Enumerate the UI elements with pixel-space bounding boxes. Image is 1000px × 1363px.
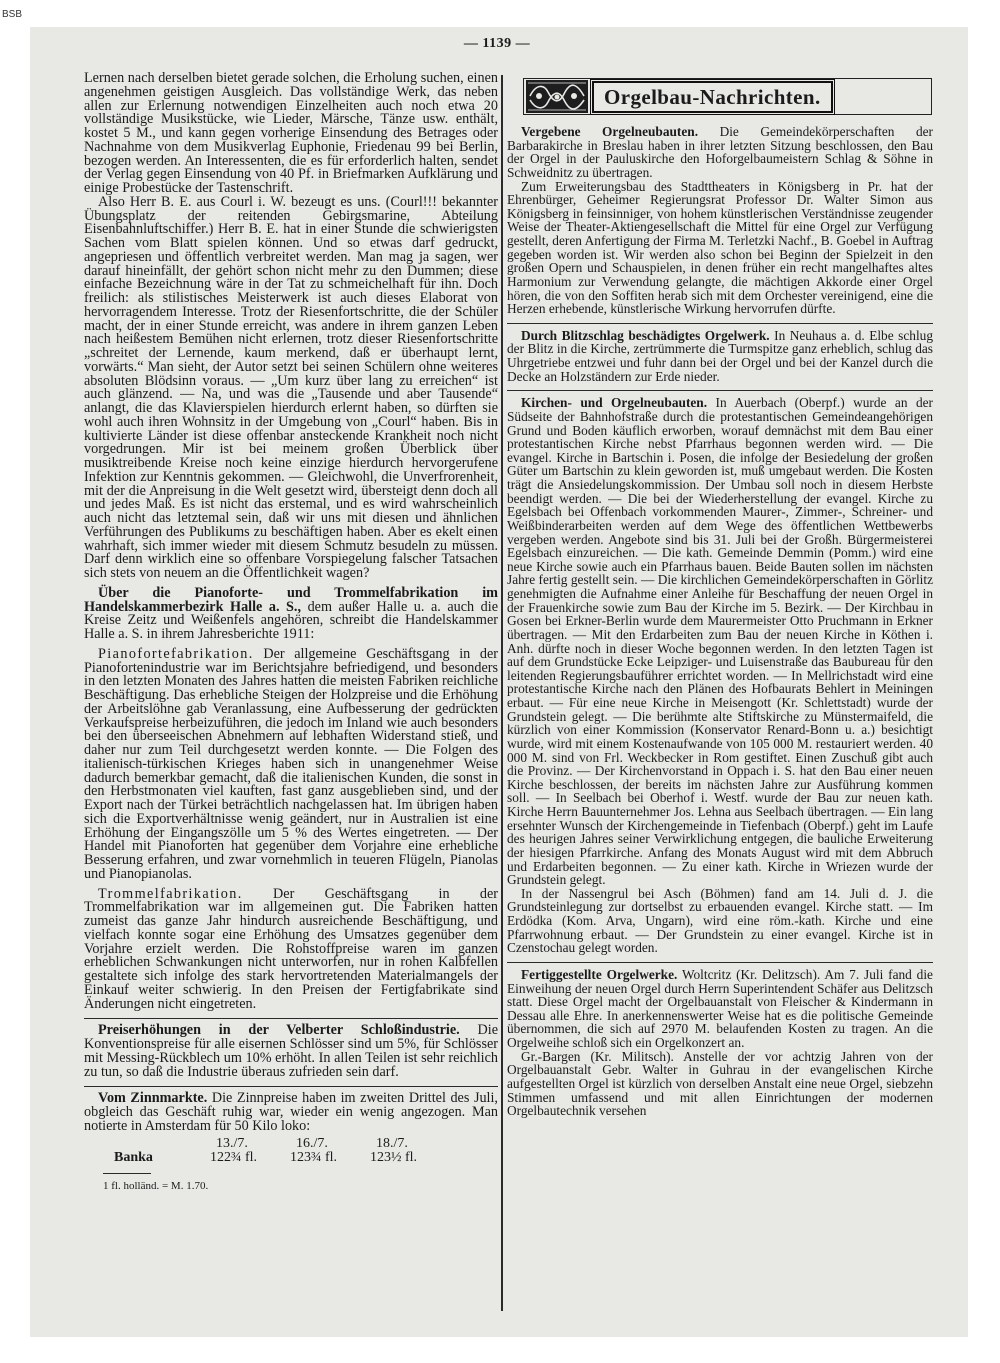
article-text: In Neuhaus a. d. Elbe schlug der Blitz in die Kirche, zertrümmerte die Turmspitze ganz erheblich, schlug das Uhrgetriebe entzwei und fuhr dann bei der Orgel und bei der Kanzel durch die Decke an Holzständern zur Erde nieder. (507, 327, 933, 384)
article-trommelfabrikation (84, 885, 498, 1012)
column-divider (501, 75, 503, 1311)
article-text: Die Zinnpreise haben im zweiten Drittel des Juli, obgleich das Geschäft ruhig war, wieder ein wenig angezogen. Man notierte in Amsterdam für 50 Kilo loko: (84, 1090, 498, 1134)
paragraph-lead: Pianofortefabrikation. (98, 645, 254, 662)
zinn-price-table (84, 1137, 450, 1165)
footnote-rule (103, 1173, 151, 1174)
table-header-cell: 13./7. (216, 1135, 248, 1151)
article-blitzschlag (507, 329, 933, 384)
table-cell: 122¾ fl. (210, 1149, 258, 1165)
table-header-cell: 16./7. (296, 1135, 328, 1151)
article-kirchen-orgelneubauten (507, 396, 933, 887)
article-heading: Preiserhöhungen in der Velberter Schloßindustrie. (98, 1022, 460, 1039)
article-continuation: Lernen nach derselben bietet gerade solchen, die Erholung suchen, einen angenehmen geistigen Ausgleich. Das vollständige Werk, das neben allen zur Erlernung notwendigen Einzelheiten auch noch etwa 20 vollständige Musikstücke, wie Lieder, Märsche, Tänze usw. enthält, kostet 5 M., und kann gegen vorherige Einsendung des Betrages oder Nachnahme von dem Musikverlag Euphonie, Friedenau 99 bei Berlin, bezogen werden. An Interessenten, die es für erforderlich halten, sendet der Verlag gegen Einsendung von 40 Pf. in Briefmarken Aufklärung und einige Probestücke der Tastenschrift. (84, 70, 498, 196)
table-corner-cell (84, 1137, 210, 1151)
article-schlossindustrie (84, 1024, 498, 1079)
article-text: Die Gemeindekörperschaften der Barbarakirche in Breslau haben in ihrer letzten Sitzung beschlossen, den Bau der Orgel in der Pauluskirche den Hoforgelbaumeistern Schlag & Söhne in Schweidnitz zu übertragen. (507, 124, 934, 180)
article-heading: Vom Zinnmarkte. (98, 1090, 208, 1107)
article-vergebene-orgelneubauten (507, 125, 933, 180)
article-heading: Über die Pianoforte- und Trommelfabrikation im Handelskammerbezirk Halle a. S., (84, 584, 498, 615)
article-paragraph-courl: Also Herr B. E. aus Courl i. W. bezeugt es uns. (Courl!!! bekannter Übungsplatz der reitenden Gebirgsmarine, Abteilung Eisenbahnluftschiffer.) Herr B. E. hat in einer Stunde die schwierigsten Sachen vom Blatt spielen können. Und so etwas darf gedruckt, angepriesen und öffentlich verbreitet werden. Man mag ja sagen, wer darauf hineinfällt, der gehört schon nicht mehr zu den Dummen; diese einfache Bezeichnung wäre in der Tat zu schmeichelhaft für ihn. Doch freilich: als stilistisches Meisterwerk ist auch dieses Elaborat von hervorragendem Interesse. Trotz der Riesenfortschritte, die der Schüler macht, der in einer Stunde erreicht, was andere in ihrem ganzen Leben nach heißestem Bemühen nicht erlernen, trotz dieser Riesenfortschritte „schreitet der Lernende, kaum merkend, daß er überhaupt lernt, vorwärts.“ Man sieht, der Autor setzt bei seinen Schülern ohne weiteres absoluten Blödsinn voraus. — „Um kurz über lang zu erreichen“ ist auch glänzend. — Na, und was die „Tausende und aber Tausende“ anlangt, die das Klavierspielen hierdurch erlernt haben, so dürften sie wohl auch ihren Wohnsitz in der Umgebung von „Courl“ haben. Bis in kultivierte Länder ist diese offenbar ansteckende Krankheit noch nicht vorgedrungen. Mir ist bei meinem großen Überblick über musiktreibende Kreise noch keine einzige hierdurch hervorgerufene Infektion zur Kenntnis gekommen. — Gleichwohl, die Unverfrorenheit, mit der die Anpreisung in die Welt gesetzt wird, übersteigt denn doch all und jedes Maß. Es ist nicht das erstemal, und es wird wahrscheinlich auch nicht das letztemal sein, daß wir uns mit diesen und ähnlichen Verführungen des Publikums zu beschäftigen haben. Aber es ekelt einen wahrhaft, sich immer wieder mit diesem Schmutz besudeln zu müssen. Darf denn wirklich eine so offenbare Vorspiegelung falscher Tatsachen sich stets von neuem an die Öffentlichkeit wagen? (84, 193, 498, 581)
table-row (84, 1151, 450, 1165)
article-heading: Vergebene Orgelneubauten. (521, 124, 699, 139)
article-paragraph-nassengrul: In der Nassengrul bei Asch (Böhmen) fand am 14. Juli d. J. die Grundsteinlegung zur dortselbst zu erbauenden evangel. Kirche statt. — Im Erdödka (Kom. Arva, Ungarn), wird eine röm.-kath. Kirche und eine Pfarrwohnung erbaut. — Der Grundstein zu einer evangel. Kirche ist in Czenstochau gelegt worden. (507, 885, 933, 956)
footnote: 1 fl. holländ. = M. 1.70. (103, 1179, 209, 1192)
article-zinnmarkt (84, 1092, 498, 1133)
article-text: Der Geschäftsgang in der Trommelfabrikation war im allgemeinen gut. Die Fabriken hatten zumeist das ganze Jahr hindurch ausreichende Beschäftigung, und vielfach konnte sogar eine Erhöhung des Umsatzes gegenüber dem Vorjahre erzielt werden. Die Rohstoffpreise waren im ganzen erheblichen Schwankungen nicht unterworfen, nur in rohen Kalbfellen gestaltete sich infolge des stark hervortretenden Materialmangels der Einkauf weiter schwierig. In den Preisen der Fertigfabrikate sind Änderungen nicht eingetreten. (84, 885, 498, 1012)
section-header (523, 78, 932, 115)
left-column (84, 72, 498, 1192)
article-text: Die Konventionspreise für alle eisernen Schlösser sind um 5%, für Schlösser mit Messing-Rückblech um 10% erhöht. In allen Teilen ist sehr reichlich zu tun, so daß die Industrie überaus zufrieden sein darf. (84, 1022, 498, 1080)
page-number: — 1139 — (463, 36, 531, 51)
table-header-row (84, 1137, 450, 1151)
article-paragraph-gr-bargen: Gr.-Bargen (Kr. Militsch). Anstelle der vor achtzig Jahren von der Orgelbauanstalt Gebr. Walter in Guhrau in der evangelischen Kirche aufgestellten Orgel ist kürzlich von derselben Anstalt eine neue Orgel, siebzehn Stimmen umfassend und mit allen Einrichtungen der modernen Orgelbautechnik versehen (507, 1048, 933, 1119)
article-fertiggestellte-orgelwerke (507, 968, 933, 1050)
article-text: In Auerbach (Oberpf.) wurde an der Südseite der Bahnhofstraße durch die protestantischen Gemeindeangehörigen Grund und Boden käuflich erworben, worauf demnächst mit dem Bau einer protestantischen Kirche nebst Pfarrhaus begonnen werden wird. — Die evangel. Kirche in Bartschin i. Posen, die infolge der Besiedelung der großen Güter um Bartschin zu klein geworden ist, muß umgebaut werden. Die Kosten trägt die Ansiedelungskommission. Der Umbau soll noch in diesem Herbste beendigt werden. — Die bei der Wiederherstellung der evangel. Kirche zu Egelsbach bei Offenbach vorkommenden Maurer-, Zimmer-, Schreiner- und Weißbinderarbeiten werden auf dem Wege des öffentlichen Wettbewerbs vergeben werden. Angebote sind bis 31. Juli bei der Großh. Bürgermeisterei Egelsbach einzureichen. — Die kath. Gemeinde Demmin (Pomm.) wird eine neue Kirche sowie auch ein Pfarrhaus bauen. Beide Bauten sollen im nächsten Jahre fertig gestellt sein. — Die kirchlichen Gemeindekörperschaften in Görlitz genehmigten die Aufnahme einer Anleihe für Beschaffung der neuen Orgel in der Frauenkirche sowie zum Bau der Kirche im 5. Bezirk. — Der Kirchbau in Gosen bei Erkner-Berlin wurde dem Maurermeister Otto Pruchmann in Erkner übertragen. — Mit den Erdarbeiten zum Bau der neuen Kirche in Köthen i. Anh. dürfte noch in dieser Woche begonnen werden. In den letzten Tagen ist auf dem Grundstücke Ecke Leipziger- und Luisenstraße das Baubureau für den leitenden Regierungsbauführer errichtet worden. — In Mellrichstadt wird eine protestantische Kirche nach den Plänen des Hofbaurats Behlert in Meiningen erbaut. — Für eine neue Kirche in Meisengott (Kr. Schlettstadt) wurde der Grundstein gelegt. — Die berühmte alte Stiftskirche zu Münstermaifeld, die kürzlich von einer Kommission (Konservator Renard-Bonn u. a.) besichtigt wurde, wird mit einem Kostenaufwande von 105 000 M. restauriert werden. 40 000 M. sind von Frl. Weckbecker in Rom gestiftet. Einen Zuschuß gibt auch die Provinz. — Der Kirchenvorstand in Oppach i. S. hat den Bau einer neuen Kirche beschlossen, der bereits im nächsten Jahre zur Ausführung kommen soll. — In Seelbach bei Oberhof i. Westf. wurde der Bau zur neuen kath. Kirche Herrn Bauunternehmer Jos. Lehna aus Seelbach übertragen. — Ein lang ersehnter Wunsch der Kirchengemeinde in Tiefenbach (Oberpf.) geht im Laufe des heurigen Jahres seiner Verwirklichung entgegen, die bauliche Erweiterung der hiesigen Pfarrkirche. Anfang des Monats August wird mit dem Abbruch und Erdarbeiten begonnen. — Zu einer kath. Kirche in Wriezen wurde der Grundstein gelegt. (507, 395, 934, 888)
table-cell: 123¾ fl. (290, 1149, 338, 1165)
table-row-label: Banka (114, 1149, 153, 1165)
ornament-icon (526, 80, 588, 113)
section-rule (507, 390, 933, 391)
section-rule (84, 1086, 498, 1087)
article-text: dem außer Halle u. a. auch die Kreise Zeitz und Weißenfels angehören, schreibt die Handelskammer Halle a. S. in ihrem Jahresberichte 1911: (84, 598, 498, 642)
newspaper-page (30, 27, 968, 1337)
section-rule (507, 323, 933, 324)
article-text: Woltcritz (Kr. Delitzsch). Am 7. Juli fand die Einweihung der neuen Orgel durch Herrn Superintendent Schäfer aus Delitzsch statt. Diese Orgel macht der Orgelbauanstalt von Fleischer & Kindermann in Dessau alle Ehre. In anerkennenswerter Weise hat es die politische Gemeinde übernommen, die sich auf 2970 M. belaufenden Kosten zu tragen. An die Orgelweihe schloß sich ein Orgelkonzert an. (507, 966, 933, 1050)
article-heading: Fertiggestellte Orgelwerke. (521, 966, 678, 982)
section-rule (84, 1018, 498, 1019)
article-paragraph-koenigsberg: Zum Erweiterungsbau des Stadttheaters in Königsberg in Pr. hat der Ehrenbürger, Geheimer Regierungsrat Professor Dr. Walter Simon aus Königsberg in feinsinniger, von hohem künstlerischen Verständnisse zeugender Weise der Theater-Aktiengesellschaft die Mittel für eine Orgel zur Verfügung gestellt, deren Anfertigung der Firma M. Terletzki Nachf., B. Goebel in Auftrag gegeben worden ist. Wir werden also schon bei Beginn der Spielzeit in den großen Opern und Schauspielen, in denen früher ein recht mangelhaftes altes Harmonium zur Verwendung gelangte, die mächtigen Akkorde einer Orgel hören, die von den Soffiten herab sich mit dem Orchester vereinigend, eine die Herzen erhebende, künstlerische Wirkung hervorrufen dürfte. (507, 178, 933, 317)
article-pianoforte-intro (84, 584, 498, 642)
article-heading: Kirchen- und Orgelneubauten. (521, 395, 708, 411)
section-rule (507, 962, 933, 963)
library-stamp: BSB (2, 9, 23, 20)
table-cell: 123½ fl. (370, 1149, 418, 1165)
section-title: Orgelbau-Nachrichten. (592, 81, 833, 113)
article-text: Der allgemeine Geschäftsgang in der Pianofortenindustrie war im Berichtsjahre befriedigend, und besonders in den letzten Monaten des Jahres hatten die meisten Fabriken reichliche Beschäftigung. Das erhebliche Steigen der Holzpreise und die Erhöhung der Arbeitslöhne gab Veranlassung, eine Aufbesserung der gedrückten Verkaufspreise herbeizuführen, die jedoch im Inland wie auch besonders bei den überseeischen Abnehmern auf lebhaften Widerstand stieß, und daher nur zum Teil durchgesetzt werden konnte. — Die Folgen des italienisch-türkischen Krieges haben sich in unangenehmer Weise dadurch bemerkbar gemacht, daß die italienischen Kunden, die sonst in den Herbstmonaten viel kauften, fast ganz ausgeblieben sind, und der Export nach der Türkei beträchtlich nachgelassen hat. Im übrigen haben sich die Exportverhältnisse wenig geändert, nur in Australien ist eine Erhöhung der Eingangszölle um 5 % des Wertes eingetreten. — Der Handel mit Pianoforten hat gegenüber dem Vorjahre eine erhebliche Besserung erfahren, und zwar vornehmlich in teueren Flügeln, Pianolas und Pianopianolas. (84, 645, 498, 882)
table-header-cell: 18./7. (376, 1135, 408, 1151)
right-column (507, 78, 933, 1118)
article-heading: Durch Blitzschlag beschädigtes Orgelwerk. (521, 327, 770, 343)
paragraph-lead: Trommelfabrikation. (98, 885, 243, 902)
article-pianofortefabrikation (84, 645, 498, 882)
